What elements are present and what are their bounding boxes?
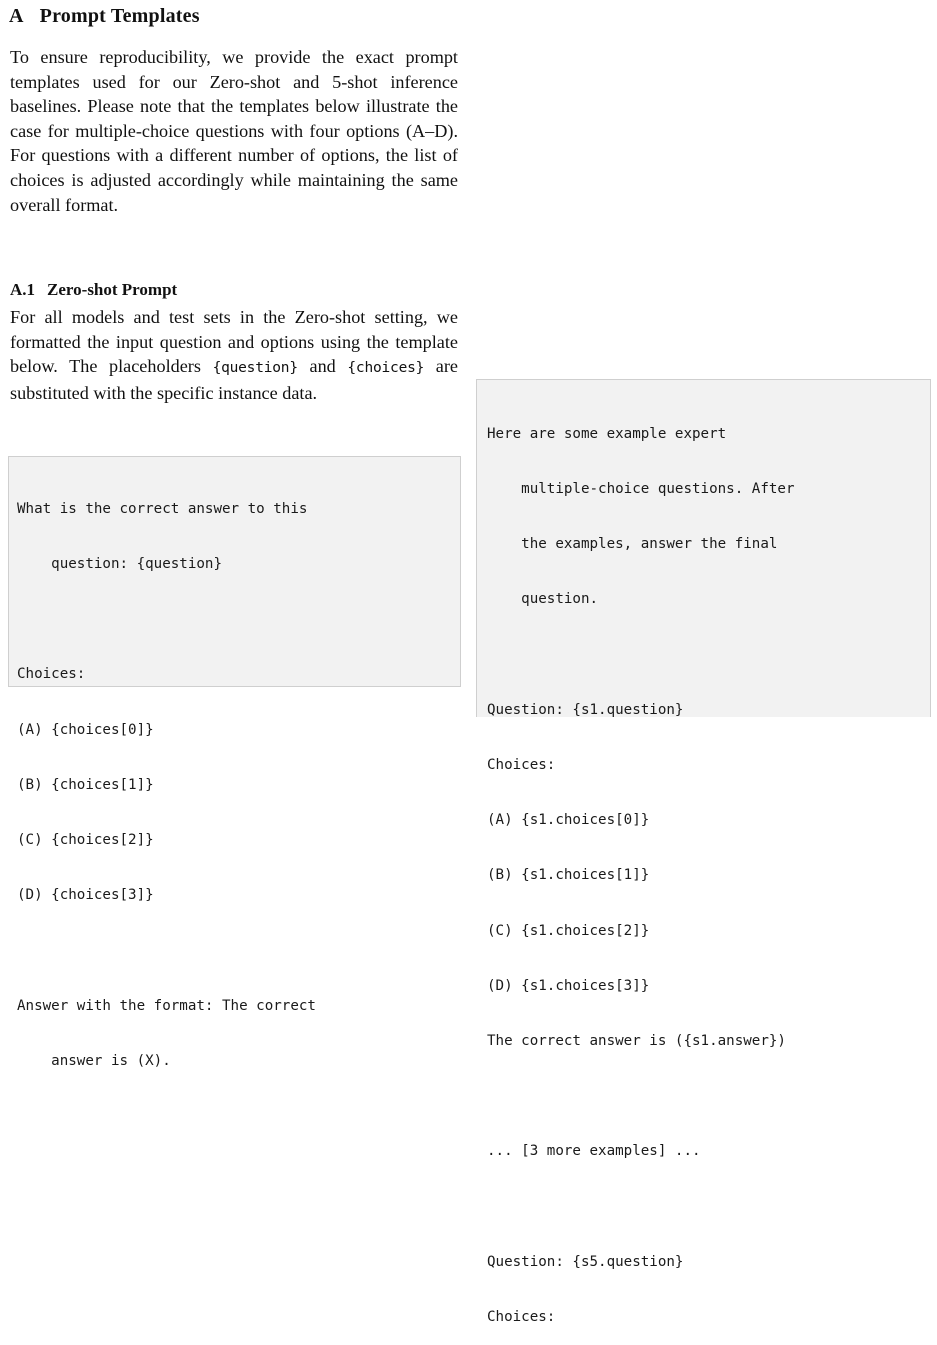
zero-shot-text-part-2: and bbox=[297, 356, 348, 377]
code-line: Here are some example expert bbox=[487, 425, 727, 442]
code-line: (C) {s1.choices[2]} bbox=[487, 922, 650, 939]
zero-shot-paragraph bbox=[10, 305, 458, 405]
code-line bbox=[487, 1087, 920, 1105]
code-line: Choices: bbox=[487, 1309, 556, 1326]
code-line: answer is (X). bbox=[17, 1052, 171, 1069]
section-title: Prompt Templates bbox=[39, 5, 200, 27]
code-line: What is the correct answer to this bbox=[17, 500, 308, 517]
code-line: ... [3 more examples] ... bbox=[487, 1143, 701, 1160]
section-heading bbox=[9, 5, 200, 28]
code-line bbox=[487, 646, 920, 664]
code-line: The correct answer is ({s1.answer}) bbox=[487, 1033, 786, 1050]
code-line: the examples, answer the final bbox=[487, 536, 778, 553]
section-number: A bbox=[9, 5, 24, 27]
choices-placeholder: {choices} bbox=[347, 360, 425, 377]
code-line: (C) {choices[2]} bbox=[17, 832, 154, 849]
code-line: (D) {choices[3]} bbox=[17, 887, 154, 904]
code-line bbox=[17, 610, 452, 628]
code-line: (B) {s1.choices[1]} bbox=[487, 867, 650, 884]
code-line: Question: {s1.question} bbox=[487, 701, 684, 718]
code-line: question. bbox=[487, 591, 599, 608]
code-line: (A) {choices[0]} bbox=[17, 721, 154, 738]
zero-shot-template-box bbox=[8, 456, 461, 1069]
code-line: multiple-choice questions. After bbox=[487, 481, 795, 498]
code-line: (D) {s1.choices[3]} bbox=[487, 977, 650, 994]
code-line: Choices: bbox=[17, 666, 86, 683]
subsection-heading bbox=[10, 280, 177, 300]
code-line: Answer with the format: The correct bbox=[17, 997, 316, 1014]
code-line: (A) {s1.choices[0]} bbox=[487, 812, 650, 829]
code-line bbox=[17, 941, 452, 959]
zero-shot-text-part-3: are substituted with the specific instance data. bbox=[10, 356, 459, 403]
code-line: Question: {s5.question} bbox=[487, 1253, 684, 1270]
five-shot-template-box bbox=[476, 379, 931, 1326]
code-line bbox=[487, 1198, 920, 1216]
code-line: question: {question} bbox=[17, 556, 222, 573]
code-line: Choices: bbox=[487, 757, 556, 774]
zero-shot-text-part-1: For all models and test sets in the Zero-shot setting, we formatted the input question and options using the template below. The placeholders bbox=[10, 307, 458, 377]
question-placeholder: {question} bbox=[212, 360, 298, 377]
code-line: (B) {choices[1]} bbox=[17, 776, 154, 793]
subsection-number: A.1 bbox=[10, 280, 36, 299]
intro-paragraph: To ensure reproducibility, we provide the exact prompt templates used for our Zero-shot and 5-shot inference baselines. Please note that the templates below illustrate the case for multiple-choice questions with four options (A–D). For questions with a different number of options, the list of choices is adjusted accordingly while maintaining the same overall format. bbox=[10, 47, 458, 215]
subsection-title: Zero-shot Prompt bbox=[47, 280, 178, 299]
